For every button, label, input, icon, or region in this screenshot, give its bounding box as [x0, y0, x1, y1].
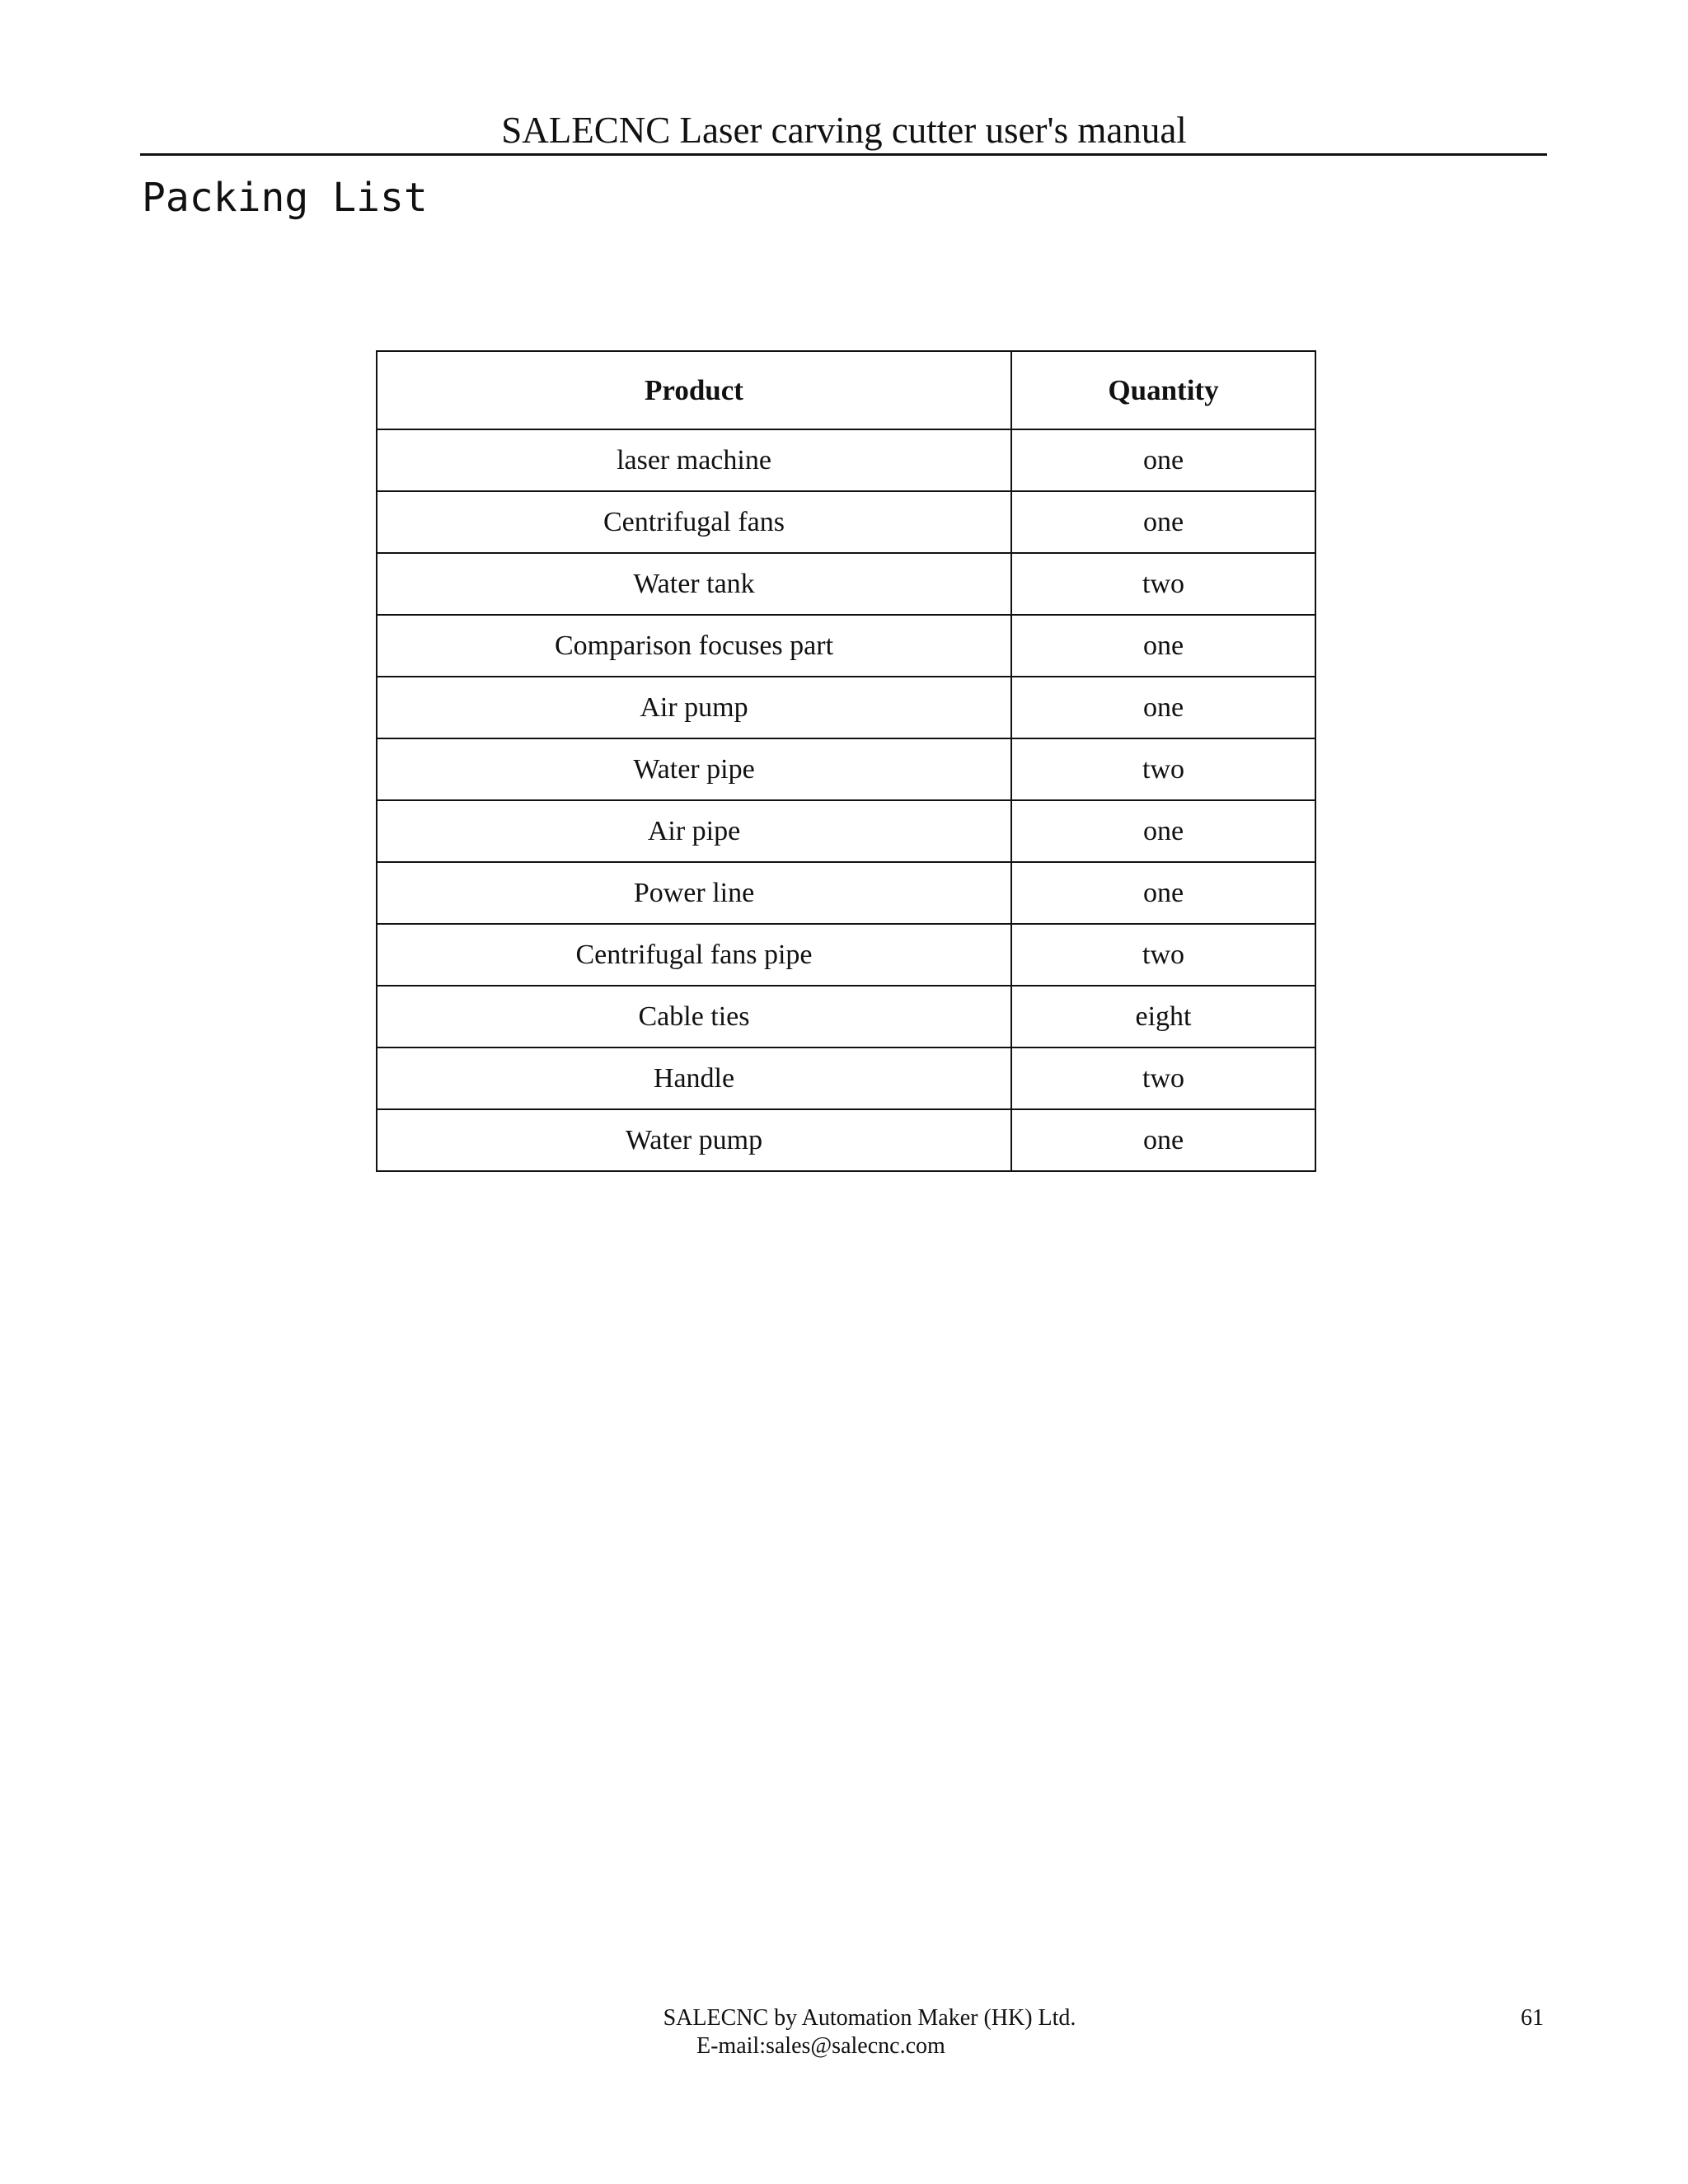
quantity-cell: two — [1011, 924, 1315, 986]
table-row — [377, 553, 1315, 615]
table-row — [377, 862, 1315, 924]
footer-email: E-mail:sales@salecnc.com — [696, 2033, 945, 2059]
table-row — [377, 1109, 1315, 1171]
product-cell: Water tank — [377, 553, 1011, 615]
product-cell: Power line — [377, 862, 1011, 924]
table-row — [377, 924, 1315, 986]
quantity-cell: one — [1011, 491, 1315, 553]
product-cell: Centrifugal fans pipe — [377, 924, 1011, 986]
table-row — [377, 738, 1315, 800]
table-row — [377, 986, 1315, 1047]
quantity-cell: one — [1011, 429, 1315, 491]
quantity-cell: two — [1011, 738, 1315, 800]
product-cell: Air pump — [377, 677, 1011, 738]
page-number: 61 — [1521, 2005, 1544, 2031]
quantity-cell: one — [1011, 615, 1315, 677]
table-row — [377, 800, 1315, 862]
product-cell: Air pipe — [377, 800, 1011, 862]
table-row — [377, 677, 1315, 738]
product-cell: Handle — [377, 1047, 1011, 1109]
footer-company: SALECNC by Automation Maker (HK) Ltd. — [663, 2005, 1076, 2031]
quantity-cell: one — [1011, 800, 1315, 862]
product-cell: Centrifugal fans — [377, 491, 1011, 553]
product-cell: Water pump — [377, 1109, 1011, 1171]
quantity-cell: one — [1011, 677, 1315, 738]
table-row — [377, 1047, 1315, 1109]
table-row — [377, 615, 1315, 677]
column-header-product: Product — [377, 351, 1011, 429]
product-cell: Cable ties — [377, 986, 1011, 1047]
column-header-quantity: Quantity — [1011, 351, 1315, 429]
quantity-cell: eight — [1011, 986, 1315, 1047]
quantity-cell: two — [1011, 553, 1315, 615]
product-cell: Water pipe — [377, 738, 1011, 800]
packing-list-table — [376, 350, 1316, 1172]
quantity-cell: one — [1011, 862, 1315, 924]
quantity-cell: two — [1011, 1047, 1315, 1109]
product-cell: laser machine — [377, 429, 1011, 491]
table-header-row — [377, 351, 1315, 429]
section-title: Packing List — [142, 175, 428, 221]
header-rule — [140, 153, 1547, 156]
running-header-title: SALECNC Laser carving cutter user's manual — [501, 110, 1187, 151]
quantity-cell: one — [1011, 1109, 1315, 1171]
table-row — [377, 429, 1315, 491]
product-cell: Comparison focuses part — [377, 615, 1011, 677]
table-row — [377, 491, 1315, 553]
